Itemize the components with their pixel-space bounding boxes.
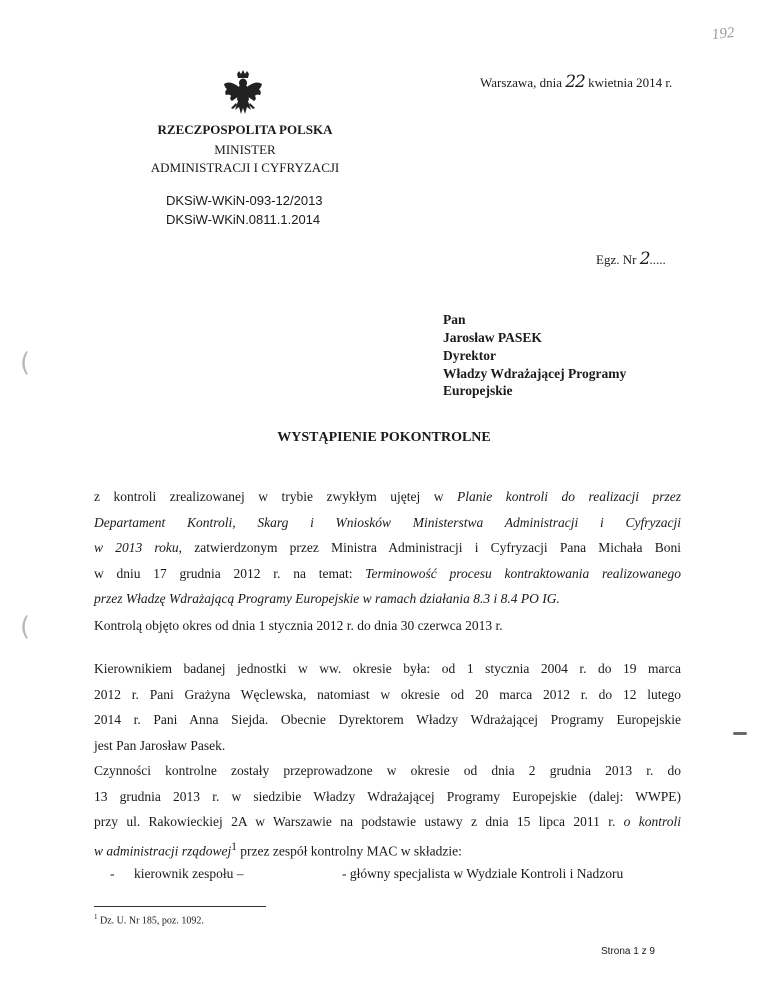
date-line (480, 72, 672, 92)
text-line: przez Władzę Wdrażającą Programy Europejskie w ramach działania 8.3 i 8.4 PO IG. (94, 591, 560, 606)
case-signature: DKSiW-WKiN.0811.1.2014 (166, 212, 321, 227)
footnote-divider (94, 906, 266, 907)
team-role: kierownik zespołu – (134, 866, 244, 881)
header-ministry: ADMINISTRACJI I CYFRYZACJI (150, 160, 340, 175)
footnote: $^1$ Dz. U. Nr 185, poz. 1092. (94, 913, 204, 927)
paragraph-scope (94, 484, 681, 612)
addressee-institution: Europejskie (443, 383, 513, 398)
emblem-eagle-icon (222, 70, 264, 118)
addressee-institution: Władzy Wdrażającej Programy (443, 366, 627, 381)
header-office: MINISTER (214, 142, 276, 157)
scan-smudge (733, 732, 747, 735)
text-line: w 2013 roku, zatwierdzonym przez Ministra Administracji i Cyfryzacji Pana Michała Boni (94, 540, 681, 555)
addressee-salutation: Pan (443, 312, 466, 327)
copy-dots: ..... (649, 252, 666, 267)
text-line: Czynności kontrolne zostały przeprowadzone w okresie od dnia 2 grudnia 2013 r. do (94, 763, 681, 778)
page-number: Strona 1 z 9 (601, 946, 655, 957)
addressee-position: Dyrektor (443, 348, 496, 363)
archive-page-number: 192 (711, 24, 736, 44)
text-line: jest Pan Jarosław Pasek. (94, 737, 226, 753)
hole-punch-mark-icon: ( (20, 612, 31, 642)
text-line: Kontrolą objęto okres od dnia 1 stycznia 2012 r. do dnia 30 czerwca 2013 r. (94, 618, 503, 633)
paragraph-activities (94, 758, 681, 864)
header-country: RZECZPOSPOLITA POLSKA (157, 122, 333, 137)
footnote-ref: 1 (231, 840, 237, 853)
text-line: w administracji rządowej$^1$ przez zespół kontrolny MAC w składzie: (94, 840, 462, 858)
text-line: Kierownikiem badanej jednostki w ww. okresie była: od 1 stycznia 2004 r. do 19 marca (94, 661, 681, 676)
text-line: przy ul. Rakowieckiej 2A w Warszawie na podstawie ustawy z dnia 15 lipca 2011 r. o kontroli (94, 814, 682, 829)
paragraph-period (94, 613, 681, 639)
copy-label: Egz. Nr (596, 252, 637, 267)
addressee-name: Jarosław PASEK (443, 330, 542, 345)
document-title: WYSTĄPIENIE POKONTROLNE (277, 430, 491, 445)
text-line: Departament Kontroli, Skarg i Wniosków Ministerstwa Administracji i Cyfryzacji (94, 514, 681, 530)
case-signature: DKSiW-WKiN-093-12/2013 (166, 193, 323, 208)
copy-number-handwritten: 2 (639, 249, 650, 269)
team-function: - główny specjalista w Wydziale Kontroli i Nadzoru (342, 866, 624, 881)
text-line: 2014 r. Pani Anna Siejda. Obecnie Dyrektorem Władzy Wdrażającej Programy Europejskie (94, 712, 681, 727)
date-prefix: Warszawa, dnia (480, 75, 562, 90)
paragraph-managers (94, 656, 681, 758)
team-dash: - (110, 866, 115, 881)
text-line: 2012 r. Pani Grażyna Węclewska, natomiast w okresie od 20 marca 2012 r. do 12 lutego (94, 686, 681, 702)
date-day-handwritten: 22 (565, 72, 585, 92)
text-line: z kontroli zrealizowanej w trybie zwykłym ujętej w Planie kontroli do realizacji przez (94, 489, 682, 504)
date-suffix: kwietnia 2014 r. (588, 75, 673, 90)
text-line: 13 grudnia 2013 r. w siedzibie Władzy Wdrażającej Programy Europejskie (dalej: WWPE) (94, 788, 681, 804)
copy-number (596, 249, 666, 269)
text-line: w dniu 17 grudnia 2012 r. na temat: Terminowość procesu kontraktowania realizowanego (94, 565, 682, 581)
hole-punch-mark-icon: ( (20, 348, 31, 378)
